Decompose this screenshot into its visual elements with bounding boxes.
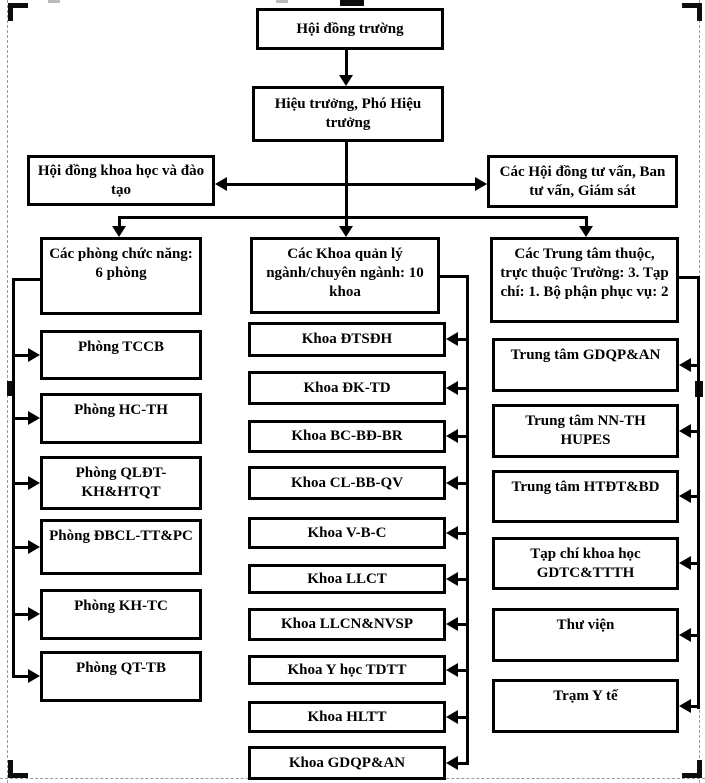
node-tap-chi-khoa-hoc [492, 537, 679, 590]
node-label: Phòng TCCB [77, 339, 164, 355]
node-phong-qldt-kh-htqt [40, 456, 202, 510]
page-boundary-tick [276, 0, 288, 3]
node-phong-dbcl-tt-pc [40, 519, 202, 575]
arrowhead-right-icon [28, 411, 40, 425]
arrowhead-left-icon [679, 556, 691, 570]
node-thu-vien [492, 608, 679, 662]
arrowhead-left-icon [446, 526, 458, 540]
arrowhead-left-icon [446, 617, 458, 631]
node-label: Phòng QT-TB [76, 660, 166, 676]
connector-left-spine [12, 278, 15, 678]
connector-middle-branch [457, 623, 469, 626]
connector-middle-branch [457, 338, 469, 341]
node-phong-hc-th [40, 393, 202, 444]
connector-middle-spine [466, 275, 469, 765]
page-boundary-tick [48, 0, 60, 3]
node-tram-y-te [492, 679, 679, 733]
connector-left-branch [15, 546, 29, 549]
node-label: Phòng HC-TH [74, 402, 168, 418]
arrowhead-left-icon [446, 476, 458, 490]
node-label: Khoa HLTT [307, 708, 387, 725]
arrowhead-left-icon [446, 663, 458, 677]
node-phong-qt-tb [40, 651, 202, 702]
connector-right-branch [690, 495, 700, 498]
node-label: Hội đồng trường [296, 20, 404, 37]
node-label: Khoa ĐK-TD [303, 379, 391, 396]
node-label: Phòng QLĐT-KH&HTQT [75, 465, 167, 500]
connector-right-branch [690, 430, 700, 433]
connector-middle-branch [457, 669, 469, 672]
node-trung-tam-htdt-bd [492, 470, 679, 523]
crop-handle-top-left-icon[interactable] [8, 3, 13, 21]
connector-middle-branch [457, 435, 469, 438]
node-advisory-boards [487, 155, 678, 208]
connector-left-branch [15, 613, 29, 616]
node-label: Trung tâm GDQP&AN [510, 347, 661, 363]
node-science-training-council [27, 155, 215, 206]
connector-right-branch [690, 364, 700, 367]
arrowhead-left-icon [679, 628, 691, 642]
connector-left-branch [15, 354, 29, 357]
arrowhead-left-icon [446, 332, 458, 346]
connector-middle-branch [457, 532, 469, 535]
node-khoa-gdqp-an [248, 746, 446, 780]
arrowhead-down-icon [339, 226, 353, 237]
connector-middle-branch [457, 578, 469, 581]
node-rector [252, 86, 444, 142]
node-label: Các Trung tâm thuộc, trực thuộc Trường: 3. Tạp chí: 1. Bộ phận phục vụ: 2 [500, 246, 669, 300]
node-label: Khoa ĐTSĐH [301, 331, 393, 348]
node-khoa-llcn-nvsp [248, 608, 446, 641]
node-label: Khoa BC-BĐ-BR [291, 428, 403, 445]
node-label: Các phòng chức năng: 6 phòng [49, 246, 193, 281]
connector-left-spine-top [12, 278, 40, 281]
node-label: Hội đồng khoa học và đào tạo [37, 162, 205, 198]
arrowhead-right-icon [28, 540, 40, 554]
node-label: Khoa LLCT [307, 570, 387, 587]
column-header-centers [490, 237, 679, 323]
node-label: Trạm Y tế [553, 688, 618, 704]
node-khoa-v-b-c [248, 517, 446, 549]
arrowhead-left-icon [679, 424, 691, 438]
arrowhead-right-icon [28, 476, 40, 490]
arrowhead-left-icon [679, 489, 691, 503]
node-phong-kh-tc [40, 589, 202, 640]
node-khoa-bc-bd-br [248, 420, 446, 453]
node-label: Phòng KH-TC [74, 598, 168, 614]
connector-middle-branch [457, 716, 469, 719]
node-khoa-dtsdh [248, 322, 446, 357]
connector-branch-row [118, 216, 588, 219]
connector-right-branch [690, 634, 700, 637]
arrowhead-down-icon [112, 226, 126, 237]
node-trung-tam-gdqp-an [492, 338, 679, 392]
node-label: Khoa V-B-C [307, 524, 387, 541]
node-khoa-cl-bb-qv [248, 466, 446, 500]
connector-right-branch [690, 562, 700, 565]
arrowhead-left-icon [446, 710, 458, 724]
arrowhead-left-icon [446, 381, 458, 395]
arrowhead-right-icon [28, 348, 40, 362]
connector-middle-branch [457, 762, 469, 765]
arrowhead-left-icon [446, 429, 458, 443]
node-phong-tccb [40, 330, 202, 380]
arrowhead-left-icon [679, 358, 691, 372]
connector-left-branch [15, 417, 29, 420]
column-header-faculties [250, 237, 440, 314]
arrowhead-right-icon [28, 669, 40, 683]
connector-right-branch [690, 705, 700, 708]
connector-root-rector [345, 50, 348, 76]
node-khoa-llct [248, 564, 446, 594]
arrowhead-left-icon [446, 756, 458, 770]
connector-middle-branch [457, 482, 469, 485]
connector-advisory-row [227, 183, 477, 186]
node-label: Các Hội đồng tư vấn, Ban tư vấn, Giám sát [499, 163, 666, 199]
connector-middle-spine-top [440, 275, 469, 278]
arrowhead-left-icon [679, 699, 691, 713]
crop-handle-bottom-left-icon[interactable] [8, 760, 13, 778]
node-label: Khoa GDQP&AN [288, 754, 406, 771]
node-label: Các Khoa quản lý ngành/chuyên ngành: 10 khoa [266, 246, 424, 300]
arrowhead-down-icon [339, 75, 353, 86]
node-khoa-y-hoc-tdtt [248, 655, 446, 685]
node-label: Phòng ĐBCL-TT&PC [49, 528, 193, 544]
node-label: Trung tâm NN-TH HUPES [525, 413, 646, 448]
node-label: Thư viện [556, 617, 615, 633]
connector-left-branch [15, 675, 29, 678]
node-khoa-hltt [248, 701, 446, 733]
node-label: Khoa LLCN&NVSP [280, 616, 414, 633]
arrowhead-right-icon [475, 177, 487, 191]
column-header-departments [40, 237, 202, 315]
node-label: Tạp chí khoa học GDTC&TTTH [530, 546, 641, 581]
node-khoa-dk-td [248, 371, 446, 405]
node-label: Hiệu trưởng, Phó Hiệu trưởng [274, 96, 422, 131]
crop-handle-top-right-icon[interactable] [697, 3, 702, 21]
node-label: Trung tâm HTĐT&BD [511, 479, 660, 495]
arrowhead-right-icon [28, 607, 40, 621]
connector-right-spine [697, 276, 700, 709]
node-board-of-trustees [256, 8, 444, 50]
node-label: Khoa CL-BB-QV [290, 474, 404, 491]
crop-handle-top-center-icon[interactable] [340, 0, 364, 6]
node-trung-tam-nn-th-hupes [492, 404, 679, 458]
arrowhead-down-icon [579, 226, 593, 237]
node-label: Khoa Y học TDTT [287, 661, 407, 678]
arrowhead-left-icon [215, 177, 227, 191]
crop-handle-bottom-right-icon[interactable] [697, 760, 702, 778]
connector-middle-branch [457, 387, 469, 390]
arrowhead-left-icon [446, 572, 458, 586]
connector-left-branch [15, 482, 29, 485]
